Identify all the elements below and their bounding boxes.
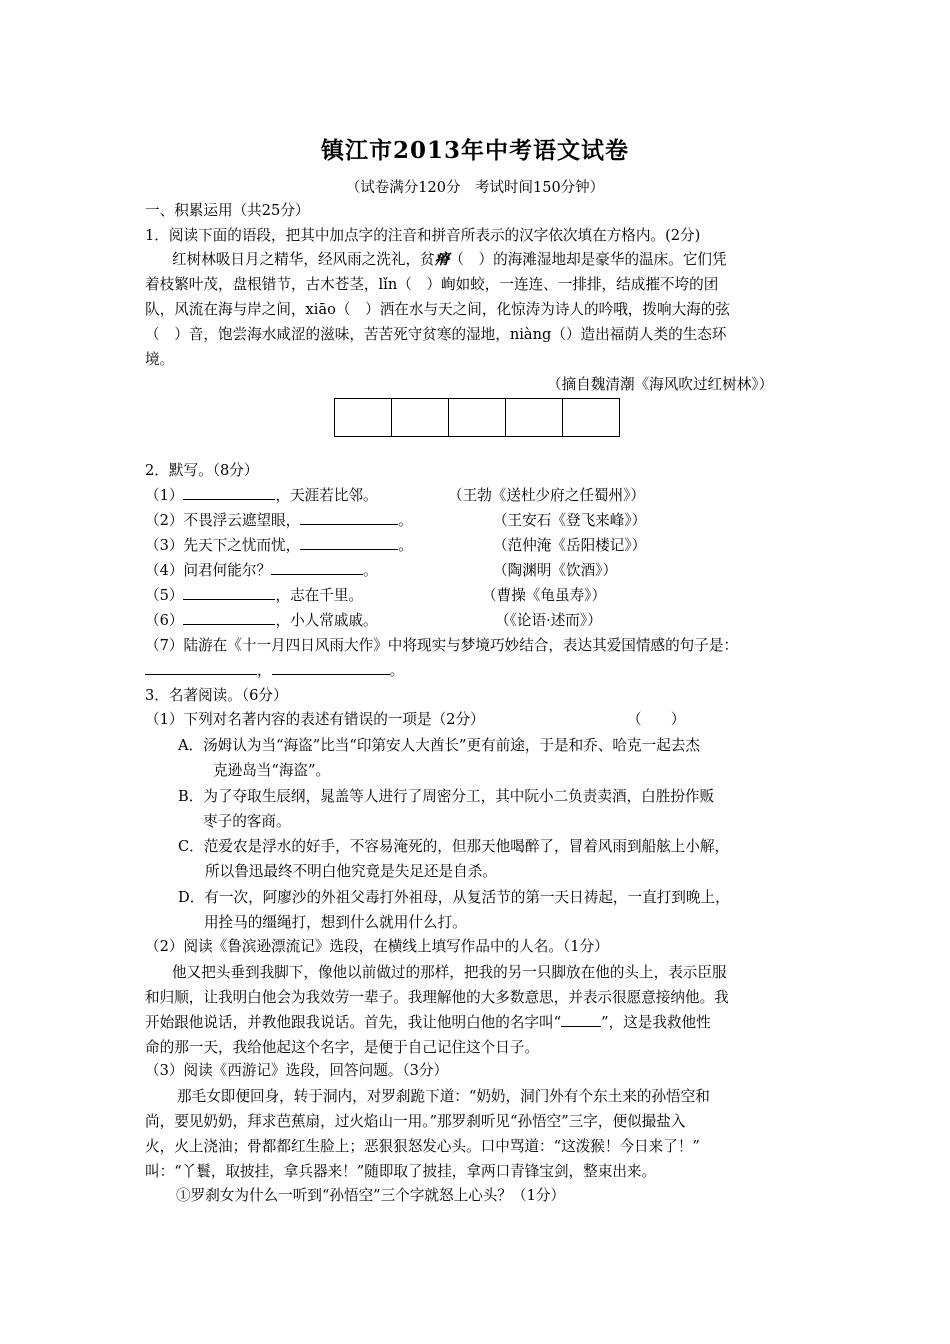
- fill-blank[interactable]: [183, 485, 275, 500]
- q2-item-text: ，小人常戚戚。: [275, 612, 378, 629]
- q2-item-text: （5）: [145, 587, 184, 604]
- fill-blank[interactable]: [271, 560, 363, 575]
- q3-stem: 3．名著阅读。（6分）: [145, 687, 288, 704]
- passage-text: 开始跟他说话，并教他跟我说话。首先，我让他明白他的名字叫“: [145, 1014, 562, 1031]
- passage-text: ”，这是我救他性: [601, 1014, 711, 1031]
- page-subtitle: （试卷满分120分 考试时间150分钟）: [345, 180, 605, 196]
- option-b: B．为了夺取生辰纲，晁盖等人进行了周密分工，其中阮小二负责卖酒，白胜扮作贩: [178, 788, 715, 805]
- q2-item: [145, 585, 363, 607]
- option-a: A．汤姆认为当“海盗”比当“印第安人大酋长”更有前途，于是和乔、哈克一起去杰: [178, 737, 700, 754]
- passage-line: 他又把头垂到我脚下，像他以前做过的那样，把我的另一只脚放在他的头上，表示臣服: [172, 964, 727, 981]
- q3-sub1: （1）下列对名著内容的表述有错误的一项是（2分）: [145, 711, 485, 728]
- q2-item7-blanks: [145, 660, 404, 682]
- q2-item-text: 。: [398, 537, 413, 554]
- fill-blank[interactable]: [145, 660, 257, 675]
- fill-blank[interactable]: [561, 1012, 601, 1027]
- q1-text: 红树林吸日月之精华，经风雨之洗礼，贫: [172, 251, 435, 268]
- fill-blank[interactable]: [272, 660, 390, 675]
- option-d-cont: 用拴马的缰绳打，想到什么就用什么打。: [204, 914, 467, 931]
- q2-item: [145, 485, 378, 507]
- passage-line: 那毛女即便回身，转于洞内，对罗刹跪下道：“奶奶，洞门外有个东土来的孙悟空和: [177, 1088, 710, 1105]
- q2-item-source: （范仲淹《岳阳楼记》）: [493, 537, 647, 554]
- q2-item: [145, 510, 413, 532]
- q3-sub3-question: ①罗刹女为什么一听到“孙悟空”三个字就怒上心头？（1分）: [176, 1187, 566, 1204]
- q1-source: （摘自魏清潮《海风吹过红树林》）: [547, 376, 774, 393]
- answer-box[interactable]: [506, 399, 563, 436]
- q1-passage-line: 队，风流在海与岸之间，xiāo（ ）洒在水与天之间，化惊涛为诗人的吟哦，拨响大海的弦: [145, 301, 730, 318]
- q2-item: [145, 560, 378, 582]
- q2-item-text: 。: [363, 562, 378, 579]
- q2-item-source: （曹操《龟虽寿》）: [482, 587, 607, 604]
- q2-item-text: 。: [398, 512, 413, 529]
- answer-box[interactable]: [335, 399, 392, 436]
- passage-line: [145, 1012, 711, 1034]
- q2-item-text: ，: [257, 662, 272, 679]
- q2-item: [145, 535, 413, 557]
- answer-paren[interactable]: （ ）: [627, 711, 686, 728]
- q2-item: [145, 610, 378, 632]
- q3-sub2: （2）阅读《鲁滨逊漂流记》选段，在横线上填写作品中的人名。（1分）: [145, 938, 609, 955]
- passage-line: 火，火上浇油；骨都都红生脸上；恶狠狠怒发心头。口中骂道：“这泼猴！今日来了！”: [145, 1138, 700, 1155]
- q1-passage-line: 境。: [145, 351, 175, 368]
- answer-box[interactable]: [449, 399, 506, 436]
- q3-sub3: （3）阅读《西游记》选段，回答问题。（3分）: [145, 1062, 449, 1079]
- q2-stem: 2．默写。（8分）: [145, 462, 259, 479]
- passage-line: 和归顺，让我明白他会为我效劳一辈子。我理解他的大多数意思，并表示很愿意接纳他。我: [145, 989, 729, 1006]
- q2-item-text: ，天涯若比邻。: [275, 487, 378, 504]
- answer-box[interactable]: [563, 399, 619, 436]
- page-title: 镇江市2013年中考语文试卷: [320, 137, 629, 164]
- fill-blank[interactable]: [300, 510, 398, 525]
- q2-item-text: 。: [389, 662, 405, 679]
- q2-item-text: ，志在千里。: [275, 587, 364, 604]
- fill-blank[interactable]: [300, 535, 398, 550]
- q2-item-text: （3）先天下之忧而忧，: [145, 537, 301, 554]
- option-c: C．范爱农是浮水的好手，不容易淹死的，但那天他喝醉了，冒着风雨到船舷上小解，: [178, 838, 730, 855]
- option-d: D．有一次，阿廖沙的外祖父毒打外祖母，从复活节的第一天日祷起，一直打到晚上，: [178, 889, 730, 906]
- fill-blank[interactable]: [183, 610, 275, 625]
- q2-item-text: （4）问君何能尔？: [145, 562, 272, 579]
- dotted-char: 瘠: [434, 251, 450, 268]
- q2-item-source: （陶渊明《饮酒》）: [493, 562, 618, 579]
- q2-item-source: （《论语·述而》）: [495, 612, 602, 629]
- answer-box[interactable]: [392, 399, 449, 436]
- q2-item-text: （1）: [145, 487, 184, 504]
- answer-boxes: [334, 398, 620, 437]
- q2-item-source: （王安石《登飞来峰》）: [493, 512, 647, 529]
- q2-item7: （7）陆游在《十一月四日风雨大作》中将现实与梦境巧妙结合，表达其爱国情感的句子是：: [145, 637, 739, 654]
- q1-stem: 1．阅读下面的语段，把其中加点字的注音和拼音所表示的汉字依次填在方格内。(2分): [145, 227, 701, 244]
- q1-passage-line: [172, 249, 727, 271]
- q2-item-source: （王勃《送杜少府之任蜀州》）: [448, 487, 646, 504]
- section-heading: 一、积累运用（共25分）: [145, 202, 310, 219]
- option-b-cont: 枣子的客商。: [203, 813, 291, 830]
- q1-passage-line: （ ）音，饱尝海水咸涩的滋味，苦苦死守贫寒的湿地，niàng（）造出福荫人类的生态环: [145, 326, 727, 343]
- q1-text: （ ）的海滩湿地却是豪华的温床。它们凭: [449, 251, 727, 268]
- option-a-cont: 克逊岛当“海盗”。: [213, 762, 331, 779]
- q1-passage-line: 着枝繁叶茂，盘根错节，古木苍茎，lǐn（ ）峋如蛟，一连连、一排排，结成摧不垮的团: [145, 276, 719, 293]
- passage-line: 叫：“丫鬟，取披挂，拿兵器来！”随即取了披挂，拿两口青锋宝剑，整束出来。: [145, 1163, 657, 1180]
- q2-item-text: （2）不畏浮云遮望眼，: [145, 512, 301, 529]
- passage-line: 命的那一天，我给他起这个名字，是便于自己记住这个日子。: [145, 1039, 540, 1056]
- passage-line: 尚，要见奶奶，拜求芭蕉扇，过火焰山一用。”那罗刹听见“孙悟空”三字，便似撮盐入: [145, 1113, 686, 1130]
- option-c-cont: 所以鲁迅最终不明白他究竟是失足还是自杀。: [205, 863, 497, 880]
- q2-item-text: （6）: [145, 612, 184, 629]
- fill-blank[interactable]: [183, 585, 275, 600]
